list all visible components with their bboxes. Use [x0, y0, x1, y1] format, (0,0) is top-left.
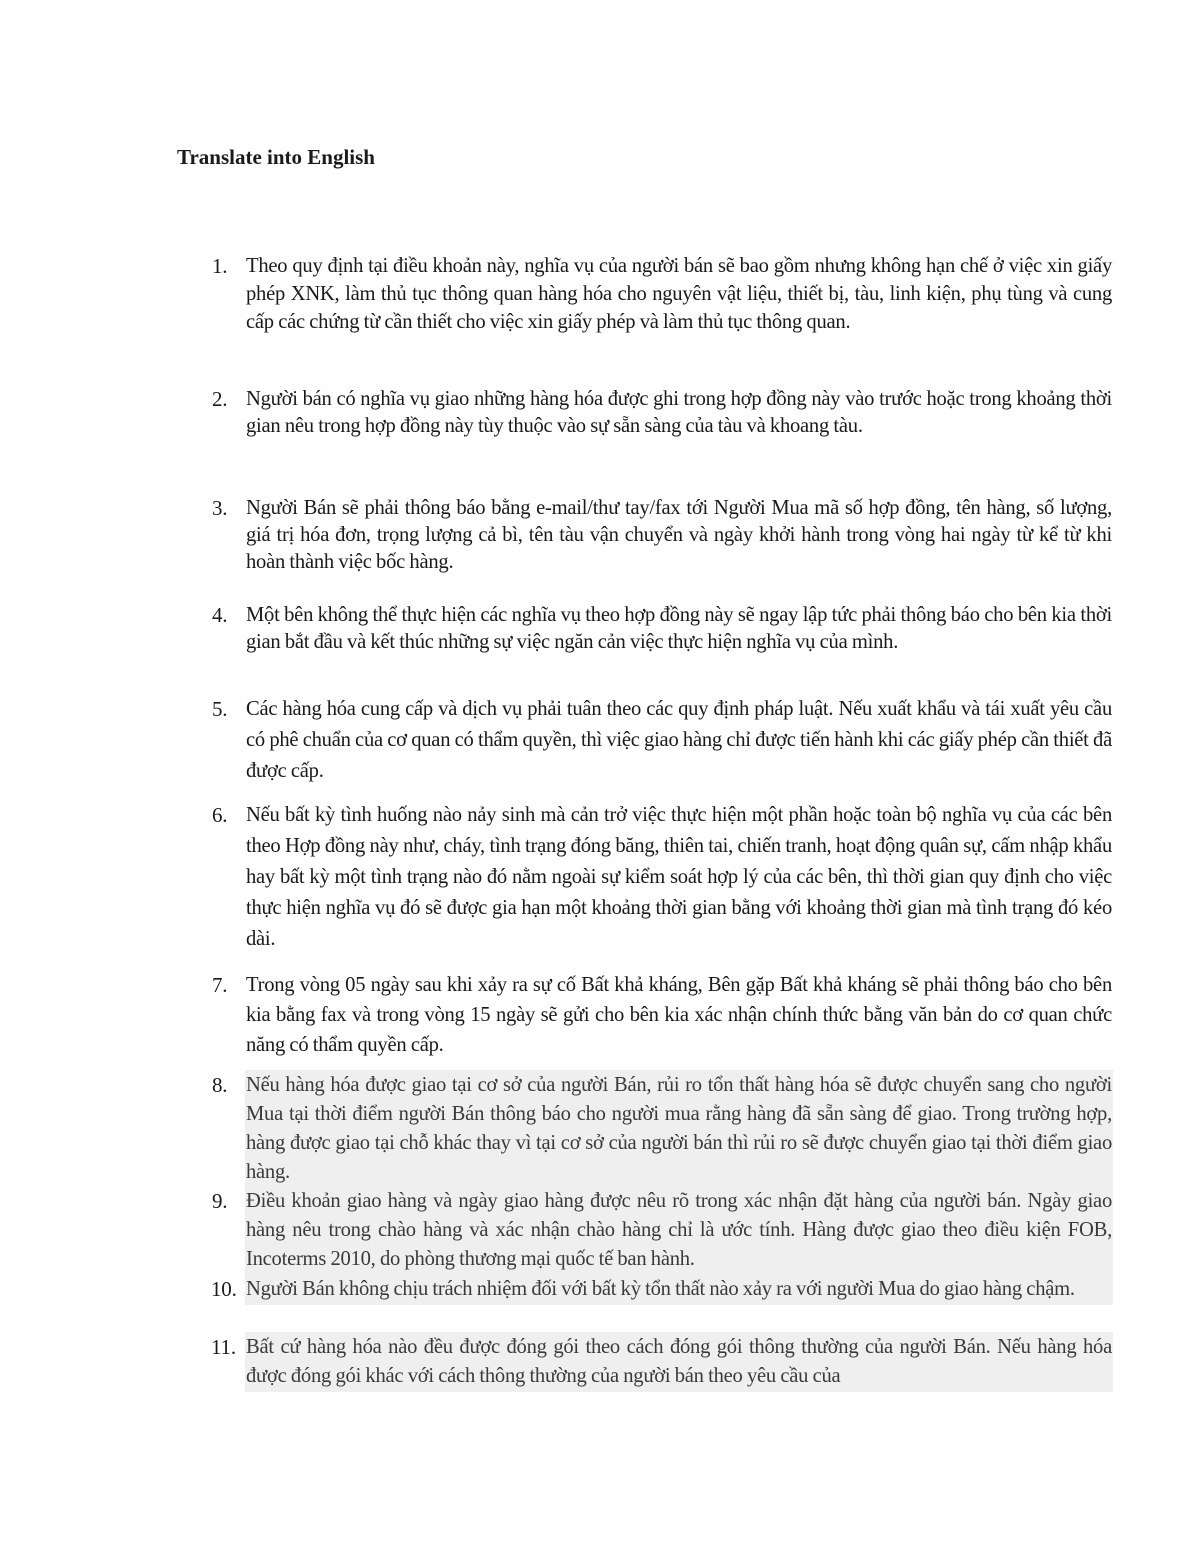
list-item-number: 1. [212, 254, 228, 278]
list-item-text: Trong vòng 05 ngày sau khi xảy ra sự cố Bất khả kháng, Bên gặp Bất khả kháng sẽ phải thông báo cho bên kia bằng fax và trong vòng 15 ngày sẽ gửi cho bên kia xác nhận chính thức bằng văn bản do cơ quan chức năng có thẩm quyền cấp. [246, 974, 1112, 1056]
list-item-number: 2. [212, 387, 228, 411]
list-item-text: Người bán có nghĩa vụ giao những hàng hóa được ghi trong hợp đồng này vào trước hoặc trong khoảng thời gian nêu trong hợp đồng này tùy thuộc vào sự sẵn sàng của tàu và khoang tàu. [246, 388, 1112, 437]
list-item-number: 5. [212, 697, 228, 721]
list-item-number: 3. [212, 496, 228, 520]
list-item-number: 10. [211, 1277, 237, 1301]
list-item-text: Người Bán sẽ phải thông báo bằng e-mail/thư tay/fax tới Người Mua mã số hợp đồng, tên hàng, số lượng, giá trị hóa đơn, trọng lượng cả bì, tên tàu vận chuyển và ngày khởi hành trong vòng hai ngày từ kể từ khi hoàn thành việc bốc hàng. [246, 497, 1112, 573]
list-item-text: Nếu bất kỳ tình huống nào nảy sinh mà cản trở việc thực hiện một phần hoặc toàn bộ nghĩa vụ của các bên theo Hợp đồng này như, cháy, tình trạng đóng băng, thiên tai, chiến tranh, hoạt động quân sự, cấm nhập khẩu hay bất kỳ một tình trạng nào đó nằm ngoài sự kiểm soát hợp lý của các bên, thì thời gian quy định cho việc thực hiện nghĩa vụ đó sẽ được gia hạn một khoảng thời gian bằng với khoảng thời gian mà tình trạng đó kéo dài. [246, 804, 1112, 950]
list-item-text: Người Bán không chịu trách nhiệm đối với bất kỳ tổn thất nào xảy ra với người Mua do giao hàng chậm. [246, 1275, 1112, 1304]
page-title: Translate into English [177, 145, 375, 169]
list-item-number: 4. [212, 603, 228, 627]
list-item-text: Bất cứ hàng hóa nào đều được đóng gói theo cách đóng gói thông thường của người Bán. Nếu hàng hóa được đóng gói khác với cách thông thường của người bán theo yêu cầu của [246, 1333, 1112, 1391]
list-item-number: 6. [212, 803, 228, 827]
list-item-text: Một bên không thể thực hiện các nghĩa vụ theo hợp đồng này sẽ ngay lập tức phải thông báo cho bên kia thời gian bắt đầu và kết thúc những sự việc ngăn cản việc thực hiện nghĩa vụ của mình. [246, 604, 1112, 653]
list-item-text: Điều khoản giao hàng và ngày giao hàng được nêu rõ trong xác nhận đặt hàng của người bán. Ngày giao hàng nêu trong chào hàng và xác nhận chào hàng chỉ là ước tính. Hàng được giao theo điều kiện FOB, Incoterms 2010, do phòng thương mại quốc tế ban hành. [246, 1187, 1112, 1274]
list-item-number: 11. [211, 1335, 236, 1359]
list-item-text: Theo quy định tại điều khoản này, nghĩa vụ của người bán sẽ bao gồm nhưng không hạn chế ở việc xin giấy phép XNK, làm thủ tục thông quan hàng hóa cho nguyên vật liệu, thiết bị, tàu, linh kiện, phụ tùng và cung cấp các chứng từ cần thiết cho việc xin giấy phép và làm thủ tục thông quan. [246, 255, 1112, 333]
list-item-text: Các hàng hóa cung cấp và dịch vụ phải tuân theo các quy định pháp luật. Nếu xuất khẩu và tái xuất yêu cầu có phê chuẩn của cơ quan có thẩm quyền, thì việc giao hàng chỉ được tiến hành khi các giấy phép cần thiết đã được cấp. [246, 698, 1112, 782]
list-item-number: 7. [212, 973, 228, 997]
list-item-number: 9. [212, 1189, 228, 1213]
list-item-number: 8. [212, 1073, 228, 1097]
list-item-text: Nếu hàng hóa được giao tại cơ sở của người Bán, rủi ro tổn thất hàng hóa sẽ được chuyển sang cho người Mua tại thời điểm người Bán thông báo cho người mua rằng hàng đã sẵn sàng để giao. Trong trường hợp, hàng được giao tại chỗ khác thay vì tại cơ sở của người bán thì rủi ro sẽ được chuyển giao tại thời điểm giao hàng. [246, 1071, 1112, 1187]
